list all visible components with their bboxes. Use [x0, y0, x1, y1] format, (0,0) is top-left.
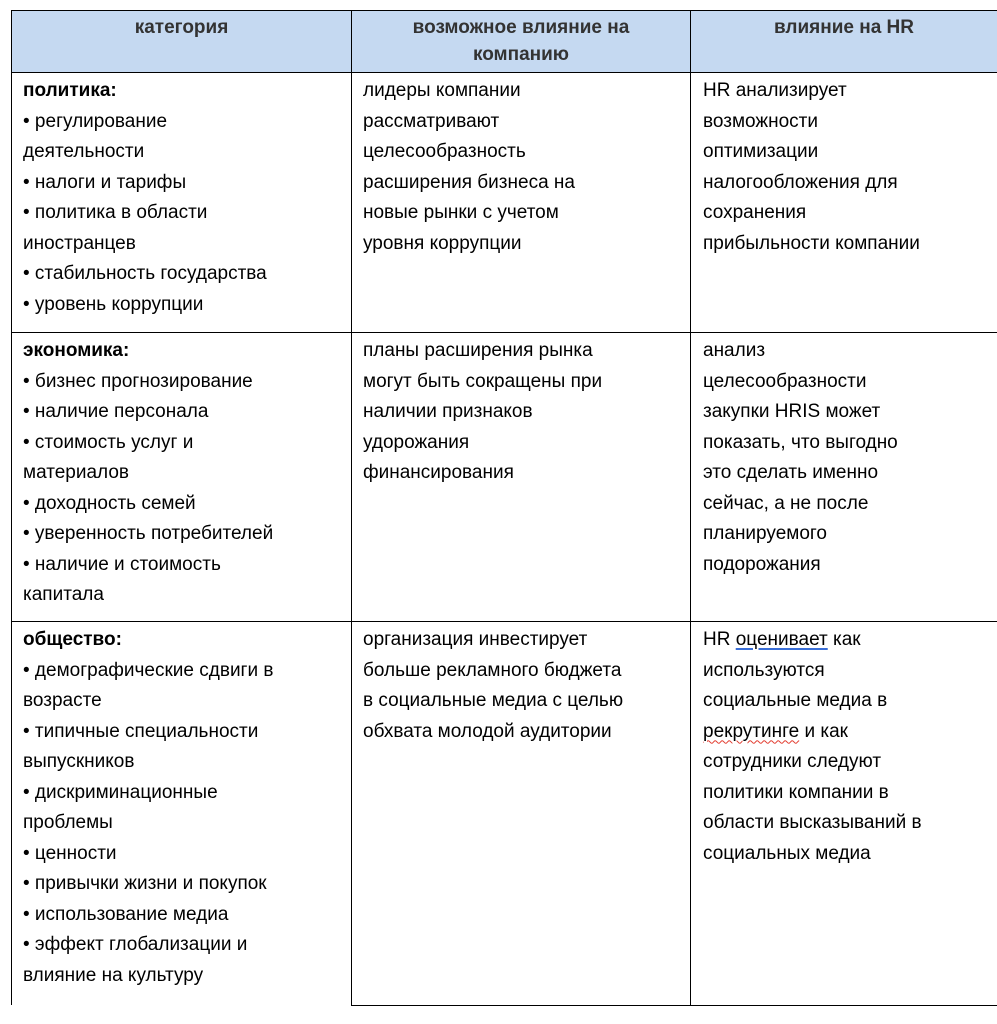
list-item: • уверенность потребителей: [23, 523, 274, 544]
text-line: это сделать именно: [703, 462, 879, 483]
text-line: возможности: [703, 110, 818, 132]
text-line: наличии признаков: [363, 401, 533, 422]
text-line: целесообразности: [703, 370, 867, 392]
list-item: капитала: [23, 584, 104, 605]
list-item: • бизнес прогнозирование: [23, 370, 253, 392]
table-border-top: [11, 10, 997, 11]
text-fragment: и как: [799, 720, 848, 742]
table-border-row2: [11, 621, 997, 622]
list-item: • доходность семей: [23, 492, 196, 514]
text-line: анализ: [703, 340, 766, 361]
text-line: уровня коррупции: [363, 232, 522, 254]
list-item: • стоимость услуг и: [23, 431, 194, 453]
list-item: • уровень коррупции: [23, 293, 204, 315]
text-line: прибыльности компании: [703, 232, 920, 254]
text-line: целесообразность: [363, 141, 526, 162]
list-item: влияние на культуру: [23, 964, 204, 986]
list-item: выпускников: [23, 751, 135, 772]
header-hr-impact: [691, 14, 997, 41]
list-item: • регулирование: [23, 110, 168, 132]
text-line: организация инвестирует: [363, 629, 588, 650]
text-line: HR анализирует: [703, 80, 847, 101]
header-company-impact: [352, 14, 690, 68]
text-line: финансирования: [363, 462, 514, 483]
list-item: • стабильность государства: [23, 263, 267, 284]
text-line: сотрудники следуют: [703, 751, 882, 772]
text-line: используются: [703, 659, 825, 681]
text-line: области высказываний в: [703, 812, 922, 833]
list-item: деятельности: [23, 141, 145, 162]
header-company-impact-line: компанию: [472, 44, 570, 65]
text-line: социальные медиа в: [703, 690, 888, 711]
list-item: возрасте: [23, 690, 102, 711]
text-line: лидеры компании: [363, 80, 521, 101]
list-item: • ценности: [23, 842, 117, 864]
grammar-marked-word: оценивает: [735, 629, 828, 650]
list-item: • наличие персонала: [23, 401, 209, 422]
text-line: удорожания: [363, 431, 470, 453]
row-society-category: [23, 625, 353, 991]
text-line: закупки HRIS может: [703, 401, 881, 422]
text-line: могут быть сокращены при: [363, 370, 603, 392]
list-item: материалов: [23, 462, 129, 483]
table-border-col3: [690, 10, 691, 1006]
text-line: политики компании в: [703, 781, 889, 803]
list-item: • использование медиа: [23, 903, 229, 925]
list-item: • эффект глобализации и: [23, 934, 248, 955]
text-line: в социальные медиа с целью: [363, 690, 624, 711]
list-item: • налоги и тарифы: [23, 171, 187, 193]
text-line: [703, 625, 995, 656]
text-line: обхвата молодой аудитории: [363, 720, 612, 742]
text-line: налогообложения для: [703, 171, 898, 193]
row-economy-company-impact: [363, 336, 688, 489]
table-border-header: [11, 72, 997, 73]
text-line: больше рекламного бюджета: [363, 659, 622, 681]
table-border-bottom: [351, 1005, 997, 1006]
row-politics-hr-impact: [703, 76, 995, 259]
text-line: подорожания: [703, 553, 821, 575]
text-line: планы расширения рынка: [363, 340, 593, 361]
category-title: политика:: [23, 80, 117, 101]
row-economy-hr-impact: [703, 336, 995, 580]
list-item: • наличие и стоимость: [23, 553, 221, 575]
text-line: расширения бизнеса на: [363, 171, 575, 193]
category-title: общество:: [23, 629, 122, 650]
text-line: [703, 717, 995, 748]
header-category: [12, 14, 351, 41]
text-line: новые рынки с учетом: [363, 202, 559, 223]
table-border-left: [11, 10, 12, 1005]
row-economy-category: [23, 336, 353, 611]
text-line: рассматривают: [363, 110, 500, 132]
header-category-text: категория: [134, 17, 229, 38]
text-line: социальных медиа: [703, 842, 871, 864]
list-item: • политика в области: [23, 202, 208, 223]
spelling-marked-word: рекрутинге: [703, 720, 800, 742]
text-line: сейчас, а не после: [703, 492, 869, 514]
text-fragment: как: [827, 629, 861, 650]
text-line: показать, что выгодно: [703, 431, 898, 453]
table-border-row1: [11, 332, 997, 333]
category-title: экономика:: [23, 340, 130, 361]
list-item: • привычки жизни и покупок: [23, 873, 267, 894]
text-fragment: HR: [703, 629, 736, 650]
header-company-impact-line: возможное влияние на: [412, 17, 630, 38]
list-item: • дискриминационные: [23, 781, 218, 803]
text-line: оптимизации: [703, 141, 819, 162]
header-hr-impact-text: влияние на HR: [773, 17, 915, 38]
row-politics-company-impact: [363, 76, 688, 259]
list-item: проблемы: [23, 812, 113, 833]
row-society-company-impact: [363, 625, 688, 747]
list-item: • демографические сдвиги в: [23, 659, 274, 681]
row-politics-category: [23, 76, 353, 320]
text-line: сохранения: [703, 202, 807, 223]
list-item: • типичные специальности: [23, 720, 259, 742]
list-item: иностранцев: [23, 232, 136, 254]
text-line: планируемого: [703, 523, 827, 544]
row-society-hr-impact: [703, 625, 995, 869]
